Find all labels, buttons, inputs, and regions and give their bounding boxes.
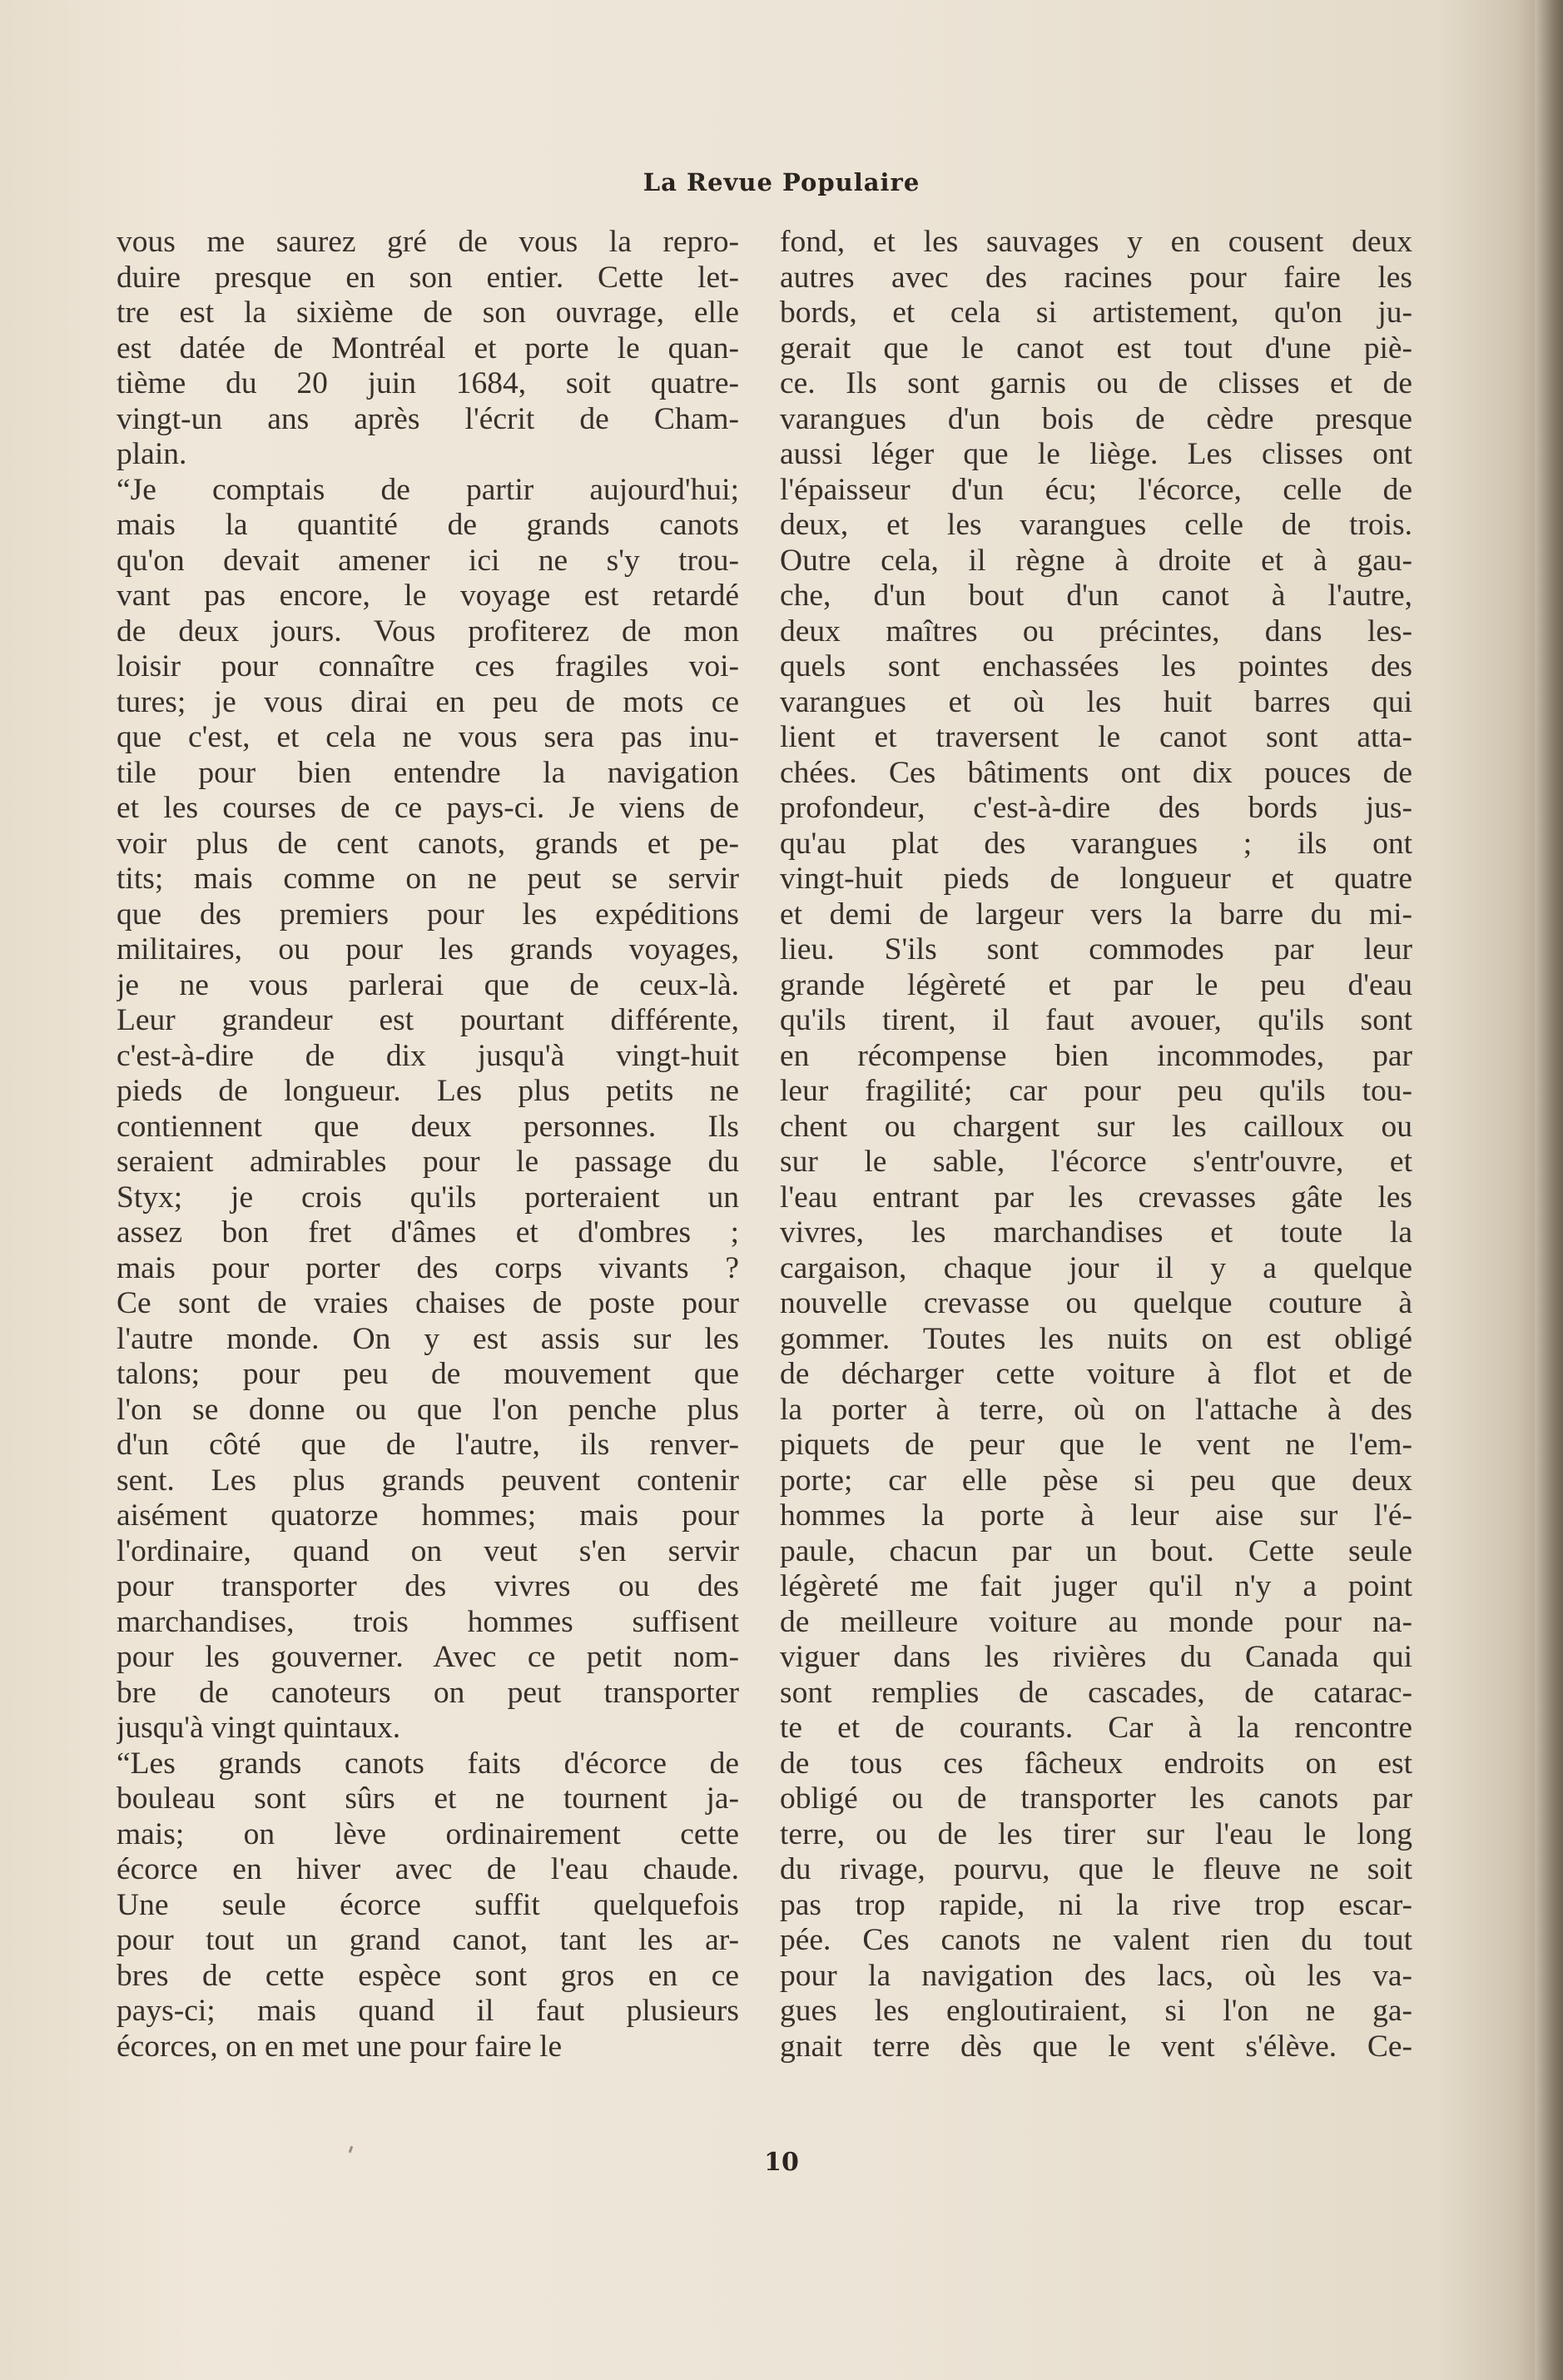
text-line: plain. [117,437,187,471]
text-line: militaires, ou pour les grands voyages, [117,932,739,966]
text-line: vingt-huit pieds de longueur et quatre [780,862,1412,896]
text-line: est datée de Montréal et porte le quan- [117,330,739,365]
text-line: que c'est, et cela ne vous sera pas inu- [117,720,739,754]
text-column-left [117,225,739,2064]
text-line: vingt-un ans après l'écrit de Cham- [117,401,739,436]
text-line: en récompense bien incommodes, par [780,1038,1412,1073]
text-line: marchandises, trois hommes suffisent [117,1604,739,1639]
text-line: assez bon fret d'âmes et d'ombres ; [117,1215,739,1250]
text-line: pays-ci; mais quand il faut plusieurs [117,1994,739,2028]
text-line: d'un côté que de l'autre, ils renver- [117,1428,739,1462]
text-line: de tous ces fâcheux endroits on est [780,1746,1412,1781]
text-line: l'eau entrant par les crevasses gâte les [780,1180,1412,1215]
text-line: l'ordinaire, quand on veut s'en servir [117,1533,739,1568]
text-line: sent. Les plus grands peuvent contenir [117,1463,739,1498]
text-line: tième du 20 juin 1684, soit quatre- [117,366,739,400]
text-line: qu'au plat des varangues ; ils ont [780,826,1412,861]
text-line: seraient admirables pour le passage du [117,1145,739,1179]
text-line: grande légèreté et par le peu d'eau [780,967,1412,1002]
text-line: je ne vous parlerai que de ceux-là. [117,967,739,1002]
text-line: écorce en hiver avec de l'eau chaude. [117,1852,739,1886]
text-line: voir plus de cent canots, grands et pe- [117,826,739,861]
text-line: mais; on lève ordinairement cette [117,1816,739,1851]
text-line: lieu. S'ils sont commodes par leur [780,932,1412,966]
text-line: l'épaisseur d'un écu; l'écorce, celle de [780,472,1412,507]
text-line: gues les engloutiraient, si l'on ne ga- [780,1994,1412,2028]
text-line: sont remplies de cascades, de catarac- [780,1675,1412,1710]
text-line: varangues et où les huit barres qui [780,684,1412,719]
text-line: porte; car elle pèse si peu que deux [780,1463,1412,1498]
text-line: aisément quatorze hommes; mais pour [117,1498,739,1533]
text-line: de décharger cette voiture à flot et de [780,1357,1412,1391]
text-line: talons; pour peu de mouvement que [117,1357,739,1391]
text-line: nouvelle crevasse ou quelque couture à [780,1286,1412,1320]
text-line: tile pour bien entendre la navigation [117,755,739,790]
text-line: tre est la sixième de son ouvrage, elle [117,296,739,330]
text-line: gommer. Toutes les nuits on est obligé [780,1321,1412,1356]
text-line: “Les grands canots faits d'écorce de [117,1746,739,1781]
text-line: mais la quantité de grands canots [117,508,739,542]
text-line: pour transporter des vivres ou des [117,1569,739,1603]
text-line: bres de cette espèce sont gros en ce [117,1958,739,1993]
text-line: fond, et les sauvages y en cousent deux [780,225,1412,259]
text-line: qu'ils tirent, il faut avouer, qu'ils sont [780,1003,1412,1037]
text-line: obligé ou de transporter les canots par [780,1781,1412,1816]
text-line: “Je comptais de partir aujourd'hui; [117,472,739,507]
text-line: pour la navigation des lacs, où les va- [780,1958,1412,1993]
text-line: gerait que le canot est tout d'une piè- [780,330,1412,365]
text-line: deux, et les varangues celle de trois. [780,508,1412,542]
text-line: l'autre monde. On y est assis sur les [117,1321,739,1356]
text-line: qu'on devait amener ici ne s'y trou- [117,543,739,578]
text-line: de deux jours. Vous profiterez de mon [117,614,739,648]
text-line: pieds de longueur. Les plus petits ne [117,1074,739,1108]
text-line: bre de canoteurs on peut transporter [117,1675,739,1710]
text-line: viguer dans les rivières du Canada qui [780,1640,1412,1674]
text-line: vivres, les marchandises et toute la [780,1215,1412,1250]
text-line: sur le sable, l'écorce s'entr'ouvre, et [780,1145,1412,1179]
text-line: varangues d'un bois de cèdre presque [780,401,1412,436]
text-line: la porter à terre, où on l'attache à des [780,1392,1412,1427]
text-line: pée. Ces canots ne valent rien du tout [780,1923,1412,1957]
text-line: pour tout un grand canot, tant les ar- [117,1923,739,1957]
text-line: chent ou chargent sur les cailloux ou [780,1109,1412,1144]
text-line: quels sont enchassées les pointes des [780,649,1412,683]
text-line: gnait terre dès que le vent s'élève. Ce- [780,2029,1412,2064]
text-line: hommes la porte à leur aise sur l'é- [780,1498,1412,1533]
text-line: profondeur, c'est-à-dire des bords jus- [780,791,1412,825]
text-line: Leur grandeur est pourtant différente, [117,1003,739,1037]
text-line: aussi léger que le liège. Les clisses ont [780,437,1412,471]
text-line: vant pas encore, le voyage est retardé [117,579,739,613]
text-line: et demi de largeur vers la barre du mi- [780,897,1412,932]
text-line: ce. Ils sont garnis ou de clisses et de [780,366,1412,400]
text-line: leur fragilité; car pour peu qu'ils tou- [780,1074,1412,1108]
text-line: écorces, on en met une pour faire le [117,2029,563,2064]
text-line: vous me saurez gré de vous la repro- [117,225,739,259]
text-line: c'est-à-dire de dix jusqu'à vingt-huit [117,1038,739,1073]
text-line: chées. Ces bâtiments ont dix pouces de [780,755,1412,790]
text-line: l'on se donne ou que l'on penche plus [117,1392,739,1427]
text-line: piquets de peur que le vent ne l'em- [780,1428,1412,1462]
running-header: La Revue Populaire [643,168,920,196]
text-line: bords, et cela si artistement, qu'on ju- [780,296,1412,330]
text-line: Une seule écorce suffit quelquefois [117,1887,739,1922]
text-line: contiennent que deux personnes. Ils [117,1109,739,1144]
text-line: Outre cela, il règne à droite et à gau- [780,543,1412,578]
text-line: autres avec des racines pour faire les [780,260,1412,295]
text-line: che, d'un bout d'un canot à l'autre, [780,579,1412,613]
text-line: pour les gouverner. Avec ce petit nom- [117,1640,739,1674]
text-line: Ce sont de vraies chaises de poste pour [117,1286,739,1320]
text-line: du rivage, pourvu, que le fleuve ne soit [780,1852,1412,1886]
text-column-right [780,225,1412,2064]
text-line: deux maîtres ou précintes, dans les- [780,614,1412,648]
text-line: que des premiers pour les expéditions [117,897,739,932]
text-line: tures; je vous dirai en peu de mots ce [117,684,739,719]
text-line: lient et traversent le canot sont atta- [780,720,1412,754]
text-line: loisir pour connaître ces fragiles voi- [117,649,739,683]
text-line: pas trop rapide, ni la rive trop escar- [780,1887,1412,1922]
text-line: paule, chacun par un bout. Cette seule [780,1533,1412,1568]
page-edge-shadow [1535,0,1563,2380]
text-line: légèreté me fait juger qu'il n'y a point [780,1569,1412,1603]
text-line: mais pour porter des corps vivants ? [117,1250,739,1285]
page-number: 10 [764,2148,799,2177]
text-line: cargaison, chaque jour il y a quelque [780,1250,1412,1285]
text-line: jusqu'à vingt quintaux. [117,1711,401,1745]
text-line: bouleau sont sûrs et ne tournent ja- [117,1781,739,1816]
text-line: de meilleure voiture au monde pour na- [780,1604,1412,1639]
text-line: et les courses de ce pays-ci. Je viens de [117,791,739,825]
text-line: Styx; je crois qu'ils porteraient un [117,1180,739,1215]
text-line: duire presque en son entier. Cette let- [117,260,739,295]
text-line: terre, ou de les tirer sur l'eau le long [780,1816,1412,1851]
text-line: te et de courants. Car à la rencontre [780,1711,1412,1745]
text-line: tits; mais comme on ne peut se servir [117,862,739,896]
